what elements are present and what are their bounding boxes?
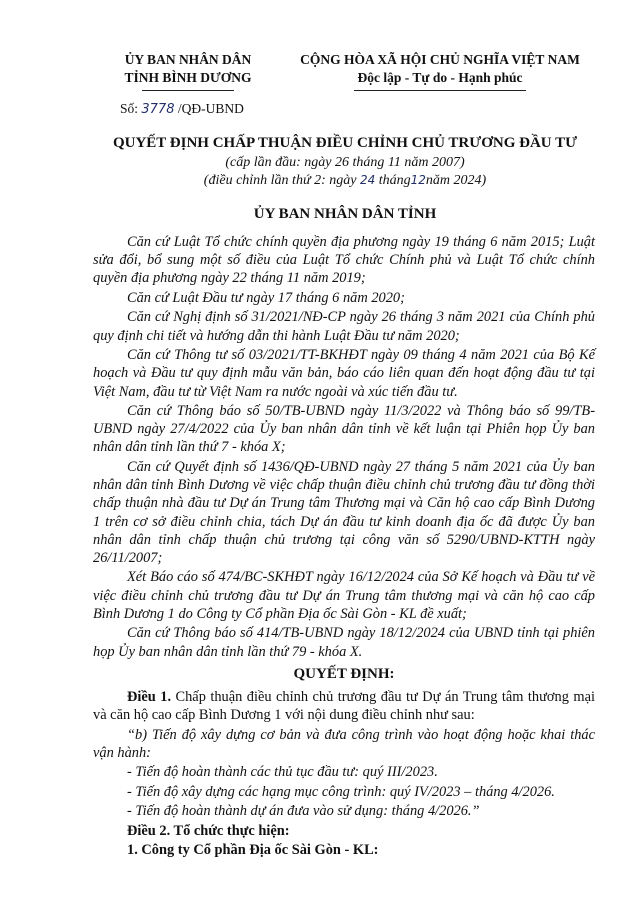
subtitle-amendment-part-a: (điều chỉnh lần thứ 2: ngày	[203, 173, 357, 188]
legal-basis-3: Căn cứ Nghị định số 31/2021/NĐ-CP ngày 26 tháng 3 năm 2021 của Chính phủ quy định chi tiết và hướng dẫn thi hành Luật Đầu tư năm 2020;	[93, 309, 595, 344]
issuer-line-2: TỈNH BÌNH DƯƠNG	[124, 70, 252, 85]
article-2: Điều 2. Tổ chức thực hiện:	[127, 822, 290, 839]
document-body	[93, 233, 595, 861]
subtitle-amendment-part-c: năm 2024)	[425, 173, 487, 188]
legal-basis-2: Căn cứ Luật Đầu tư ngày 17 tháng 6 năm 2020;	[127, 289, 405, 306]
article-1-text: Chấp thuận điều chỉnh chủ trương đầu tư Dự án Trung tâm thương mại và căn hộ cao cấp Bình Dương 1 với nội dung điều chỉnh như sau:	[93, 688, 595, 724]
article-1-item-completion: - Tiến độ hoàn thành dự án đưa vào sử dụng: tháng 4/2026.”	[127, 803, 480, 820]
article-1-item-b: “b) Tiến độ xây dựng cơ bản và đưa công trình vào hoạt động hoặc khai thác vận hành:	[93, 726, 595, 761]
subtitle-amendment-month: 12	[410, 173, 426, 187]
country-name: CỘNG HÒA XÃ HỘI CHỦ NGHĨA VIỆT NAM	[300, 52, 580, 67]
motto-underline	[354, 90, 526, 91]
legal-basis-4: Căn cứ Thông tư số 03/2021/TT-BKHĐT ngày 09 tháng 4 năm 2021 của Bộ Kế hoạch và Đầu tư quy định mẫu văn bản, báo cáo liên quan đến hoạt động đầu tư tại Việt Nam, đầu tư từ Việt Nam ra nước ngoài và xúc tiến đầu tư.	[93, 347, 595, 400]
document-number	[120, 101, 244, 117]
doc-number-suffix: /QĐ-UBND	[177, 101, 244, 116]
document-title: QUYẾT ĐỊNH CHẤP THUẬN ĐIỀU CHỈNH CHỦ TRƯƠNG ĐẦU TƯ	[112, 135, 578, 151]
decision-heading: QUYẾT ĐỊNH:	[293, 665, 395, 682]
legal-basis-8: Căn cứ Thông báo số 414/TB-UBND ngày 18/12/2024 của UBND tỉnh tại phiên họp Ủy ban nhân dân tỉnh lần thứ 79 - khóa X.	[93, 625, 595, 660]
issuer-underline	[142, 90, 234, 91]
motto: Độc lập - Tự do - Hạnh phúc	[357, 70, 523, 85]
subtitle-amendment-part-b: tháng	[378, 173, 411, 188]
article-2-item-1: 1. Công ty Cổ phần Địa ốc Sài Gòn - KL:	[127, 842, 379, 859]
article-1-label: Điều 1.	[127, 688, 172, 705]
article-1-items	[93, 726, 595, 821]
subtitle-first-issue: (cấp lần đầu: ngày 26 tháng 11 năm 2007)	[225, 155, 465, 170]
article-1-item-procedures: - Tiến độ hoàn thành các thủ tục đầu tư: quý III/2023.	[127, 764, 438, 781]
issuer-block	[88, 51, 288, 91]
doc-number-prefix: Số:	[120, 101, 139, 116]
legal-basis-5: Căn cứ Thông báo số 50/TB-UBND ngày 11/3/2022 và Thông báo số 99/TB-UBND ngày 27/4/2022 của Ủy ban nhân dân tỉnh về kết luận tại Phiên họp Ủy ban nhân dân tỉnh lần thứ 7 - khóa X;	[93, 403, 595, 456]
national-motto-block	[270, 51, 610, 91]
subtitle-amendment-day: 24	[359, 173, 376, 187]
issuer-line-1: ỦY BAN NHÂN DÂN	[124, 52, 252, 67]
legal-basis-6: Căn cứ Quyết định số 1436/QĐ-UBND ngày 27 tháng 5 năm 2021 của Ủy ban nhân dân tỉnh Bình Dương về việc chấp thuận điều chỉnh chủ trương đầu tư đồng thời chấp thuận nhà đầu tư Dự án Trung tâm Thương mại và Căn hộ cao cấp Bình Dương 1 trên cơ sở điều chỉnh chia, tách Dự án đầu tư kinh doanh địa ốc đã được Ủy ban nhân dân tỉnh chấp thuận chủ trương tại công văn số 5290/UBND-KTTH ngày 26/11/2007;	[93, 458, 595, 566]
authority-heading: ỦY BAN NHÂN DÂN TỈNH	[253, 206, 437, 222]
legal-basis-7: Xét Báo cáo số 474/BC-SKHĐT ngày 16/12/2024 của Sở Kế hoạch và Đầu tư về việc điều chỉnh chủ trương đầu tư Dự án Trung tâm thương mại và căn hộ cao cấp Bình Dương 1 do Công ty Cổ phần Địa ốc Sài Gòn - KL đề xuất;	[93, 569, 595, 622]
legal-basis-1: Căn cứ Luật Tổ chức chính quyền địa phương ngày 19 tháng 6 năm 2015; Luật sửa đổi, bổ sung một số điều của Luật Tổ chức Chính phủ và Luật Tổ chức chính quyền địa phương ngày 22 tháng 11 năm 2019;	[93, 234, 595, 287]
article-1	[93, 688, 595, 724]
subtitle-amendment	[60, 173, 630, 189]
article-1-item-construction: - Tiến độ xây dựng các hạng mục công trình: quý IV/2023 – tháng 4/2026.	[127, 783, 555, 800]
doc-number-handwritten: 3778	[141, 102, 175, 117]
